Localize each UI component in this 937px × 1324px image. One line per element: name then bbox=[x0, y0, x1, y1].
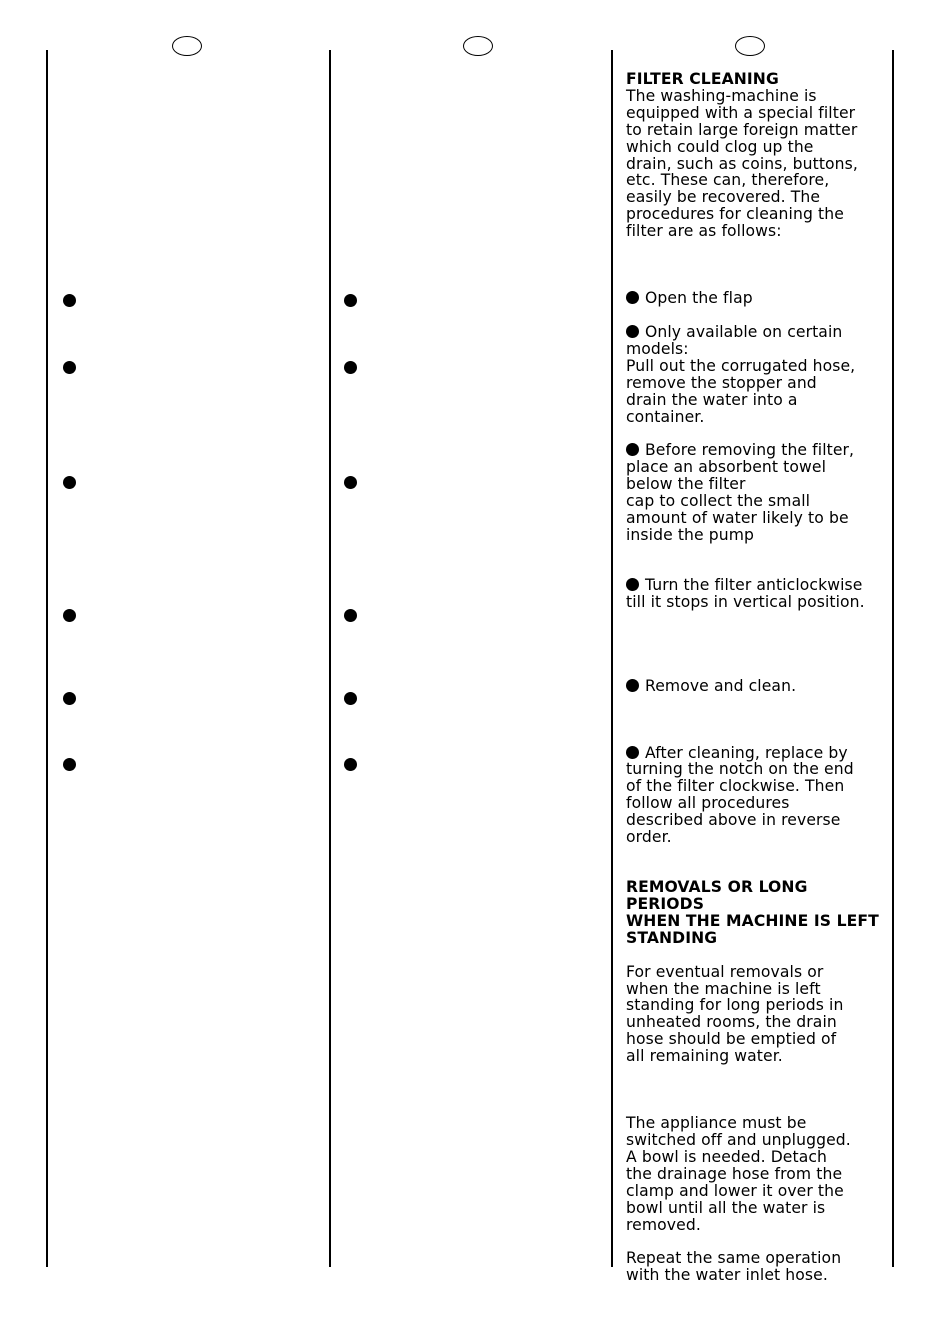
removals-paragraph-3: Repeat the same operation with the water inlet hose. bbox=[626, 1249, 842, 1285]
bullet-icon bbox=[626, 679, 639, 692]
language-oval-2 bbox=[463, 36, 493, 56]
step-replace: After cleaning, replace by turning the notch on the end of the filter clockwise. Then follow all procedures described above in reverse order. bbox=[626, 743, 854, 847]
language-oval-1 bbox=[172, 36, 202, 56]
bullet-icon bbox=[626, 443, 639, 456]
bullet-icon bbox=[344, 361, 357, 374]
column-rule-left bbox=[46, 50, 48, 1267]
filter-cleaning-intro: The washing-machine is equipped with a special filter to retain large foreign matter which could clog up the drain, such as coins, buttons, etc. These can, therefore, easily be recovered. The procedures for cleaning the filter are as follows: bbox=[626, 86, 858, 241]
step-drain-hose: Only available on certain models: Pull out the corrugated hose, remove the stopper and drain the water into a container. bbox=[626, 322, 856, 426]
column-rule-middle-right bbox=[611, 50, 613, 1267]
bullet-icon bbox=[344, 758, 357, 771]
step-towel: Before removing the filter, place an absorbent towel below the filter cap to collect the small amount of water likely to be inside the pump bbox=[626, 441, 855, 544]
step-open-flap: Open the flap bbox=[626, 290, 884, 307]
bullet-icon bbox=[63, 476, 76, 489]
bullet-icon bbox=[626, 291, 639, 304]
english-column bbox=[626, 71, 884, 1284]
bullet-icon bbox=[344, 294, 357, 307]
bullet-icon bbox=[63, 361, 76, 374]
column-rule-right bbox=[892, 50, 894, 1267]
bullet-icon bbox=[626, 578, 639, 591]
bullet-icon bbox=[63, 758, 76, 771]
language-markers bbox=[0, 36, 937, 60]
step-remove-clean: Remove and clean. bbox=[626, 678, 884, 695]
bullet-icon bbox=[63, 609, 76, 622]
bullet-icon bbox=[344, 476, 357, 489]
removals-paragraph-1: For eventual removals or when the machine is left standing for long periods in unheated rooms, the drain hose should be emptied of all remaining water. bbox=[626, 962, 844, 1066]
bullet-icon bbox=[63, 294, 76, 307]
removals-paragraph-2: The appliance must be switched off and unplugged. A bowl is needed. Detach the drainage hose from the clamp and lower it over the bowl until all the water is removed. bbox=[626, 1114, 851, 1234]
removals-heading: REMOVALS OR LONG PERIODS WHEN THE MACHINE IS LEFT STANDING bbox=[626, 878, 879, 947]
filter-cleaning-heading: FILTER CLEANING bbox=[626, 70, 779, 88]
step-turn-filter: Turn the filter anticlockwise till it stops in vertical position. bbox=[626, 575, 865, 611]
bullet-icon bbox=[626, 746, 639, 759]
bullet-icon bbox=[63, 692, 76, 705]
column-rule-middle-left bbox=[329, 50, 331, 1267]
language-oval-3 bbox=[735, 36, 765, 56]
bullet-icon bbox=[344, 609, 357, 622]
bullet-icon bbox=[344, 692, 357, 705]
bullet-icon bbox=[626, 325, 639, 338]
